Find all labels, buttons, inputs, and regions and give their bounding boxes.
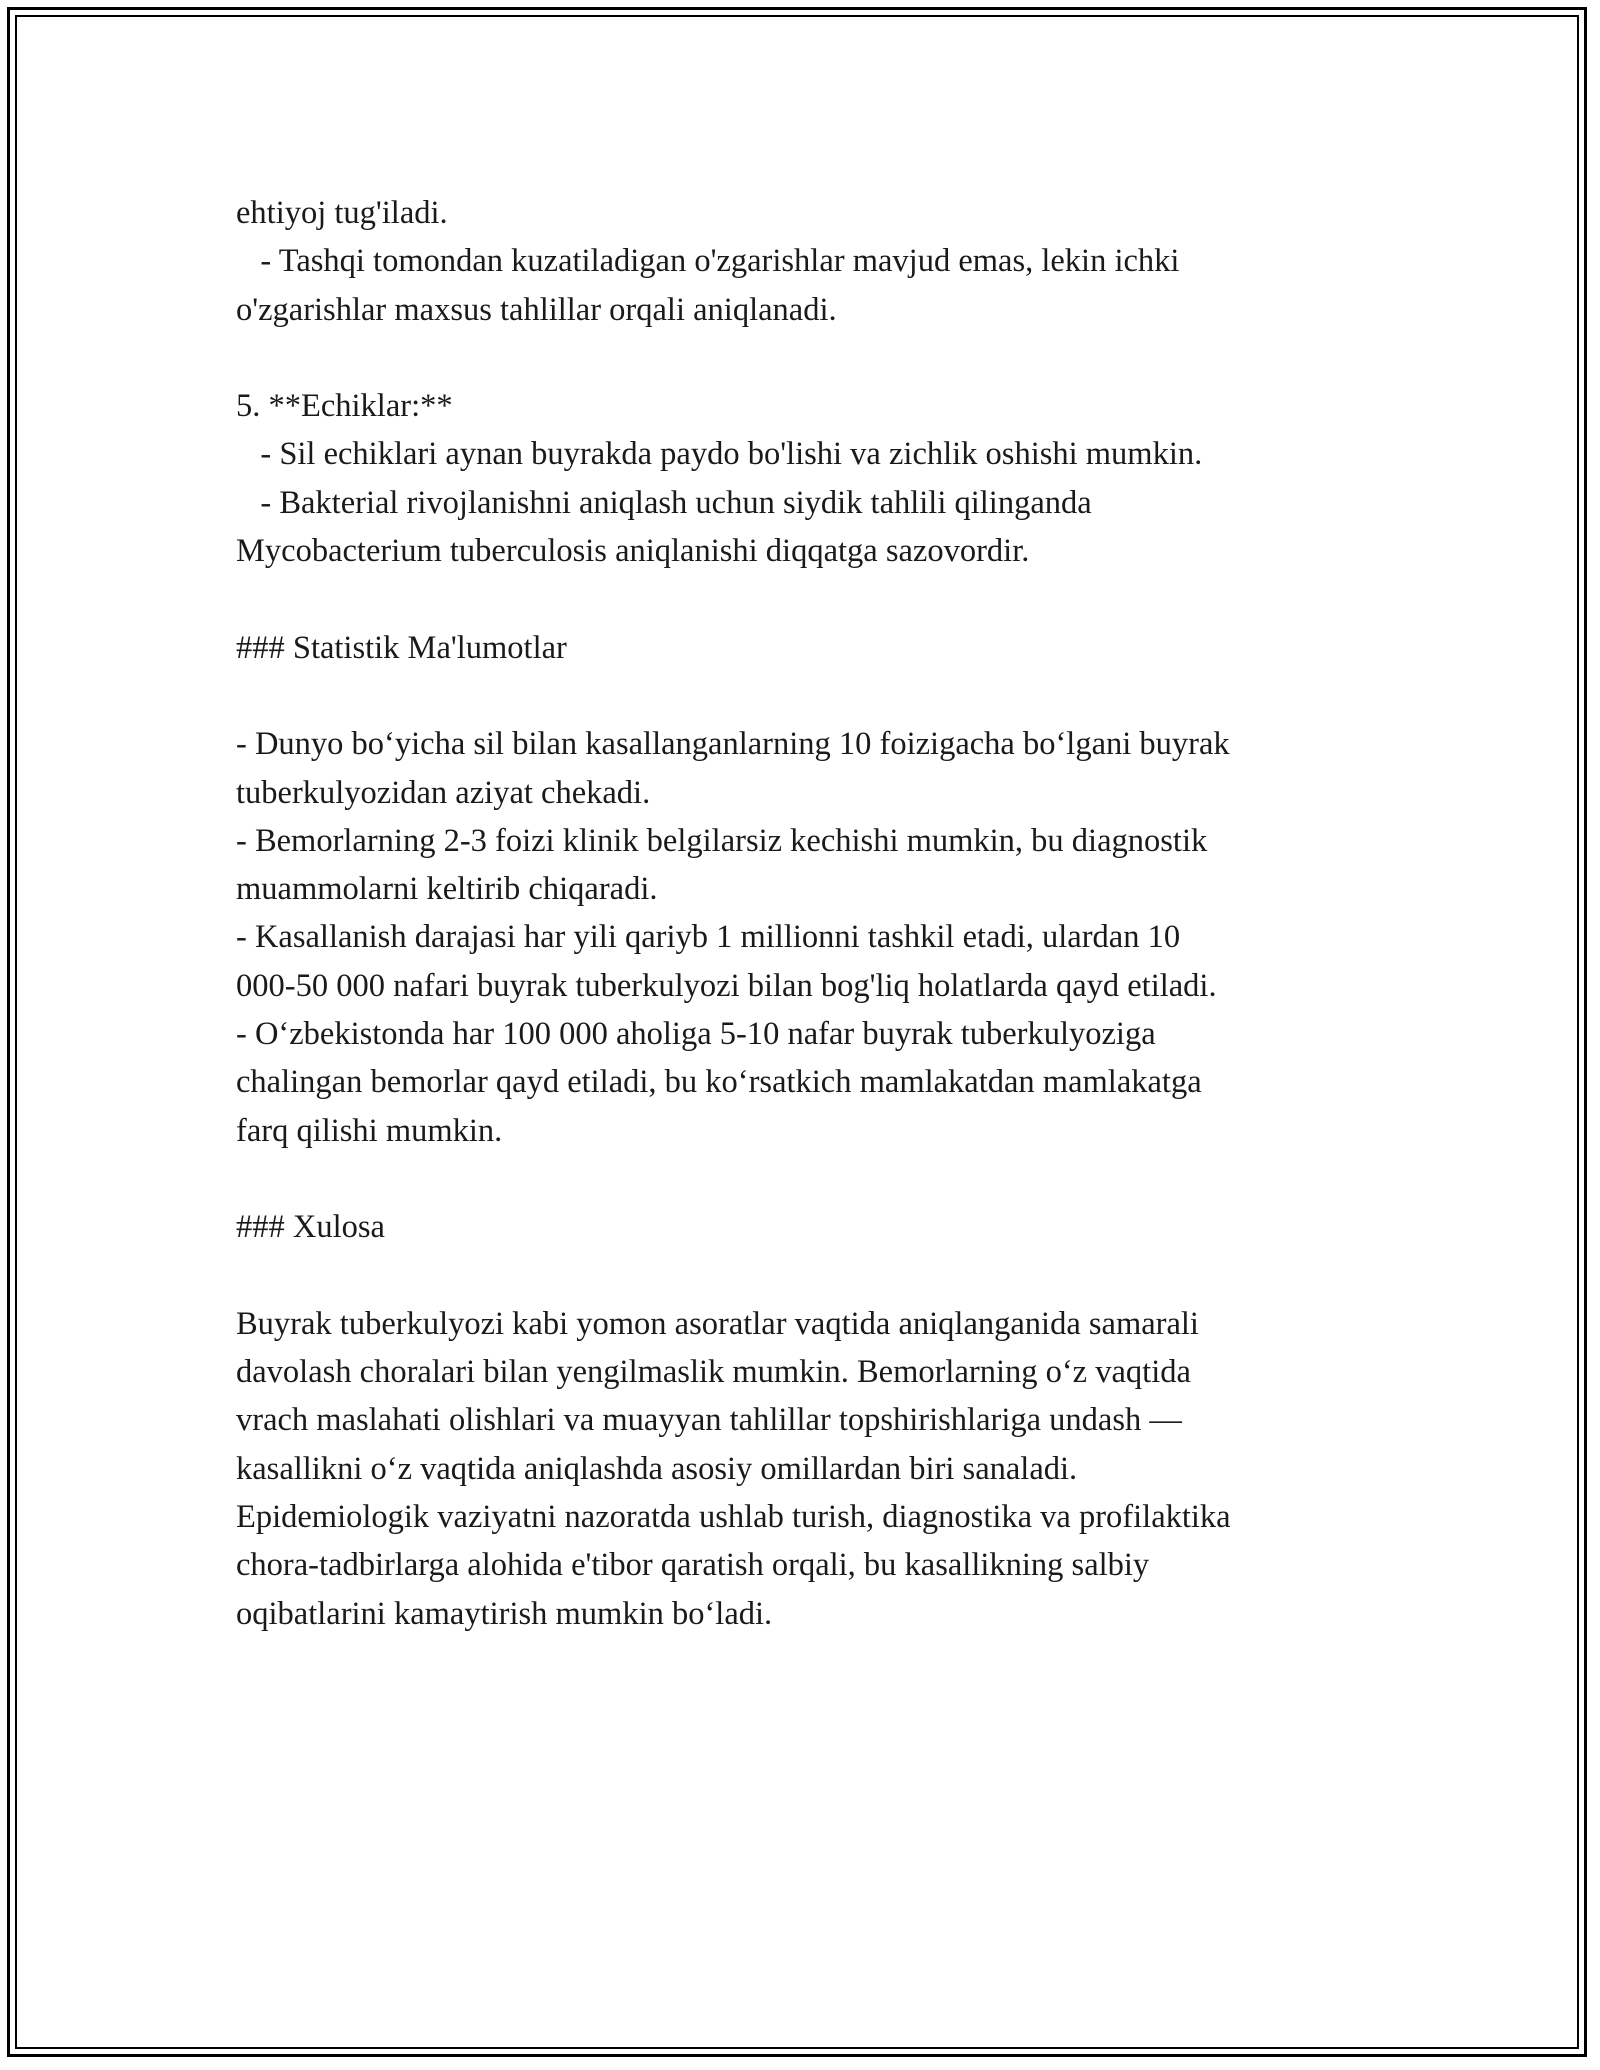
- text-line: Epidemiologik vaziyatni nazoratda ushlab turish, diagnostika va profilaktika: [236, 1499, 1231, 1536]
- blank-line: [236, 575, 1366, 623]
- text-line: - Sil echiklari aynan buyrakda paydo bo'lishi va zichlik oshishi mumkin.: [236, 436, 1203, 473]
- text-line: - Tashqi tomondan kuzatiladigan o'zgarishlar mavjud emas, lekin ichki: [236, 243, 1180, 280]
- text-line: kasallikni o‘z vaqtida aniqlashda asosiy omillardan biri sanaladi.: [236, 1450, 1078, 1487]
- section-heading-statistics: ### Statistik Ma'lumotlar: [236, 629, 567, 666]
- text-line: farq qilishi mumkin.: [236, 1112, 503, 1149]
- document-body: [236, 189, 1366, 1638]
- text-line: oqibatlarini kamaytirish mumkin bo‘ladi.: [236, 1595, 773, 1632]
- summary-paragraph: [236, 1300, 1366, 1638]
- text-line: Buyrak tuberkulyozi kabi yomon asoratlar vaqtida aniqlanganida samarali: [236, 1305, 1199, 1342]
- blank-line: [236, 334, 1366, 382]
- blank-line: [236, 1252, 1366, 1300]
- text-line: tuberkulyozidan aziyat chekadi.: [236, 774, 651, 811]
- text-line: - Dunyo bo‘yicha sil bilan kasallanganlarning 10 foizigacha bo‘lgani buyrak: [236, 726, 1230, 763]
- text-line: Mycobacterium tuberculosis aniqlanishi diqqatga sazovordir.: [236, 533, 1030, 570]
- blank-line: [236, 672, 1366, 720]
- statistics-list: [236, 720, 1366, 1155]
- list-item-echiklar: [236, 382, 1366, 575]
- paragraph-continuation: [236, 189, 1366, 334]
- text-line: chalingan bemorlar qayd etiladi, bu ko‘rsatkich mamlakatdan mamlakatga: [236, 1064, 1202, 1101]
- text-line: o'zgarishlar maxsus tahlillar orqali aniqlanadi.: [236, 291, 837, 328]
- text-line: vrach maslahati olishlari va muayyan tahlillar topshirishlariga undash —: [236, 1402, 1182, 1439]
- text-line: 000-50 000 nafari buyrak tuberkulyozi bilan bog'liq holatlarda qayd etiladi.: [236, 967, 1217, 1004]
- text-line: - Bakterial rivojlanishni aniqlash uchun siydik tahlili qilinganda: [236, 484, 1092, 521]
- text-line: muammolarni keltirib chiqaradi.: [236, 871, 658, 908]
- text-line: chora-tadbirlarga alohida e'tibor qaratish orqali, bu kasallikning salbiy: [236, 1547, 1150, 1584]
- blank-line: [236, 1155, 1366, 1203]
- text-line: davolash choralari bilan yengilmaslik mumkin. Bemorlarning o‘z vaqtida: [236, 1354, 1191, 1391]
- text-line: - O‘zbekistonda har 100 000 aholiga 5-10 nafar buyrak tuberkulyoziga: [236, 1016, 1156, 1053]
- text-line: - Kasallanish darajasi har yili qariyb 1 millionni tashkil etadi, ulardan 10: [236, 919, 1181, 956]
- list-item-title: 5. **Echiklar:**: [236, 388, 453, 425]
- text-line: ehtiyoj tug'iladi.: [236, 195, 448, 231]
- text-line: - Bemorlarning 2-3 foizi klinik belgilarsiz kechishi mumkin, bu diagnostik: [236, 822, 1208, 859]
- section-heading-summary: ### Xulosa: [236, 1209, 385, 1246]
